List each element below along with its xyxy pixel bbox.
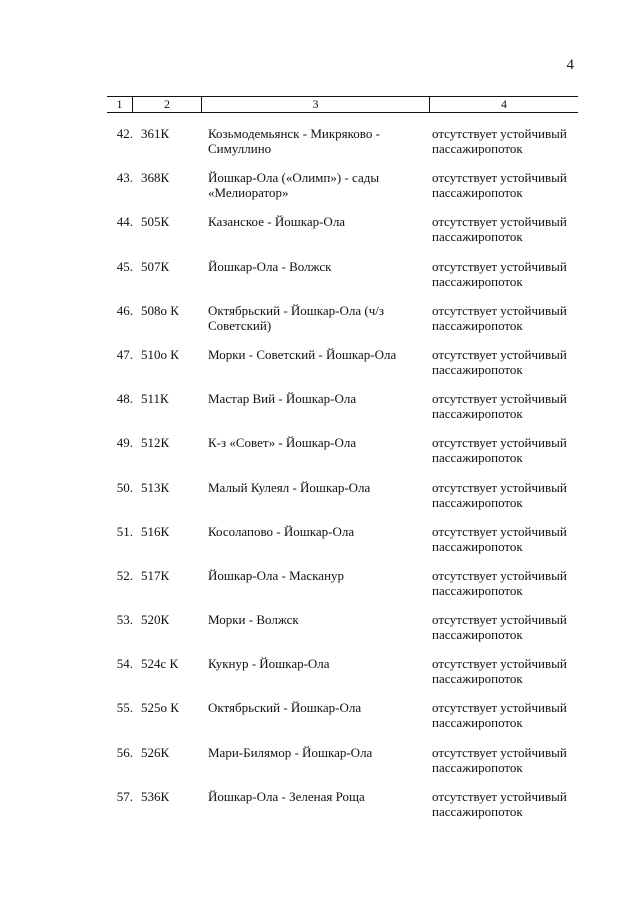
row-number: 57.: [116, 788, 133, 804]
table-row: [107, 656, 587, 700]
route-name: Йошкар-Ола («Олимп») - сады «Мелиоратор»: [208, 170, 380, 201]
row-number: 52.: [116, 567, 133, 583]
table-row: [107, 568, 587, 612]
route-note: отсутствует устойчивый пассажиропоток: [432, 391, 567, 422]
table-row: [107, 480, 587, 524]
route-name: Казанское - Йошкар-Ола: [208, 214, 346, 230]
table-row: [107, 126, 587, 170]
table-row: [107, 391, 587, 435]
table-row: [107, 214, 587, 258]
route-name: Йошкар-Ола - Масканур: [208, 567, 345, 583]
route-code: 517К: [141, 567, 170, 583]
row-number: 45.: [116, 258, 133, 274]
route-note: отсутствует устойчивый пассажиропоток: [432, 302, 567, 333]
route-code: 536К: [141, 788, 170, 804]
row-number: 49.: [116, 435, 133, 451]
route-code: 526К: [141, 744, 170, 760]
route-code: 516К: [141, 523, 170, 539]
table-row: [107, 612, 587, 656]
table-row: [107, 347, 587, 391]
route-note: отсутствует устойчивый пассажиропоток: [432, 612, 567, 643]
route-code: 520К: [141, 612, 170, 628]
route-name: Малый Кулеял - Йошкар-Ола: [208, 479, 371, 495]
route-name: Октябрьский - Йошкар-Ола (ч/з Советский): [208, 302, 385, 333]
row-number: 48.: [116, 391, 133, 407]
row-number: 55.: [116, 700, 133, 716]
route-name: Морки - Советский - Йошкар-Ола: [208, 346, 397, 362]
route-note: отсутствует устойчивый пассажиропоток: [432, 258, 567, 289]
table-row: [107, 259, 587, 303]
route-code: 508о К: [141, 302, 179, 318]
route-name: Йошкар-Ола - Волжск: [208, 258, 332, 274]
header-col-2: 2: [132, 97, 201, 112]
header-col-4: 4: [429, 97, 578, 112]
route-code: 513К: [141, 479, 170, 495]
page-number: 4: [566, 57, 574, 73]
route-note: отсутствует устойчивый пассажиропоток: [432, 479, 567, 510]
route-code: 368К: [141, 170, 170, 186]
table-row: [107, 435, 587, 479]
route-note: отсутствует устойчивый пассажиропоток: [432, 788, 567, 819]
route-note: отсутствует устойчивый пассажиропоток: [432, 700, 567, 731]
route-code: 507К: [141, 258, 170, 274]
route-note: отсутствует устойчивый пассажиропоток: [432, 435, 567, 466]
header-col-1: 1: [116, 97, 123, 111]
table-header: [107, 96, 578, 113]
row-number: 47.: [116, 346, 133, 362]
route-note: отсутствует устойчивый пассажиропоток: [432, 346, 567, 377]
table-row: [107, 700, 587, 744]
row-number: 43.: [116, 170, 133, 186]
table-row: [107, 524, 587, 568]
route-note: отсутствует устойчивый пассажиропоток: [432, 656, 567, 687]
route-name: Мастар Вий - Йошкар-Ола: [208, 391, 357, 407]
route-name: К-з «Совет» - Йошкар-Ола: [208, 435, 357, 451]
route-table-body: [107, 126, 587, 833]
route-code: 505К: [141, 214, 170, 230]
row-number: 53.: [116, 612, 133, 628]
route-code: 510о К: [141, 346, 179, 362]
route-name: Йошкар-Ола - Зеленая Роща: [208, 788, 365, 804]
route-name: Кукнур - Йошкар-Ола: [208, 656, 330, 672]
route-name: Косолапово - Йошкар-Ола: [208, 523, 355, 539]
row-number: 46.: [116, 302, 133, 318]
route-code: 512К: [141, 435, 170, 451]
row-number: 42.: [116, 126, 133, 141]
route-note: отсутствует устойчивый пассажиропоток: [432, 214, 567, 245]
table-row: [107, 170, 587, 214]
route-code: 524с К: [141, 656, 179, 672]
row-number: 50.: [116, 479, 133, 495]
route-note: отсутствует устойчивый пассажиропоток: [432, 523, 567, 554]
row-number: 51.: [116, 523, 133, 539]
table-row: [107, 789, 587, 833]
row-number: 44.: [116, 214, 133, 230]
route-name: Морки - Волжск: [208, 612, 299, 628]
route-note: отсутствует устойчивый пассажиропоток: [432, 170, 567, 201]
row-number: 56.: [116, 744, 133, 760]
route-code: 525о К: [141, 700, 179, 716]
route-note: отсутствует устойчивый пассажиропоток: [432, 126, 567, 156]
route-name: Козьмодемьянск - Микряково - Симуллино: [208, 126, 380, 156]
route-note: отсутствует устойчивый пассажиропоток: [432, 567, 567, 598]
header-col-3: 3: [201, 97, 429, 112]
route-note: отсутствует устойчивый пассажиропоток: [432, 744, 567, 775]
route-name: Мари-Билямор - Йошкар-Ола: [208, 744, 373, 760]
table-row: [107, 303, 587, 347]
route-code: 361К: [141, 126, 170, 141]
route-code: 511К: [141, 391, 169, 407]
table-row: [107, 745, 587, 789]
route-name: Октябрьский - Йошкар-Ола: [208, 700, 362, 716]
row-number: 54.: [116, 656, 133, 672]
